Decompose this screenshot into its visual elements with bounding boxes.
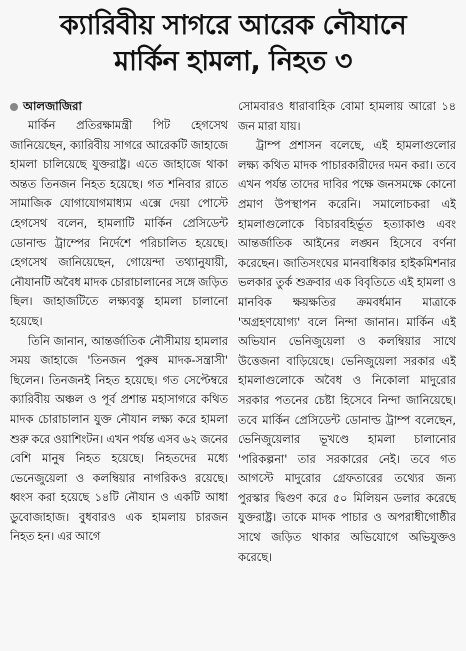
headline: [10, 8, 456, 80]
headline-line-2: মার্কিন হামলা, নিহত ৩: [114, 46, 352, 77]
paragraph: সোমবারও ধারাবাহিক বোমা হামলায় আরো ১৪ জন মারা যায়।: [238, 100, 456, 133]
byline-source: আলজাজিরা: [23, 99, 82, 113]
column-left: [10, 97, 228, 645]
bullet-icon: [10, 103, 18, 111]
paragraph: তিনি জানান, আন্তর্জাতিক নৌসীমায় হামলার সময় জাহাজে 'তিনজন পুরুষ মাদক-সন্ত্রাসী' ছিলেন। তিনজনই নিহত হয়েছে। গত সেপ্টেম্বরে ক্যারিবীয় অঞ্চল ও পূর্ব প্রশান্ত মহাসাগরে কথিত মাদক চোরাচালান যুক্ত নৌযান লক্ষ্য করে হামলা শুরু করে ওয়াশিংটন। এখন পর্যন্ত এসব ৬২ জনের বেশি মানুষ নিহত হয়েছে। নিহতদের মধ্যে ভেনেজুয়েলা ও কলম্বিয়ার নাগরিকও রয়েছে। ধ্বংস করা হয়েছে ১৪টি নৌযান ও একটি আধা ডুবোজাহাজ। বুধবারও এক হামলায় চারজন নিহত হন। এর আগে: [10, 334, 228, 544]
byline: [10, 97, 228, 116]
paragraph: ট্রাম্প প্রশাসন বলেছে, এই হামলাগুলোর লক্ষ্য কথিত মাদক পাচারকারীদের দমন করা। তবে এখন পর্যন্ত তাদের দাবির পক্ষে জনসমক্ষে কোনো প্রমাণ উপস্থাপন করেনি। সমালোচকরা এই হামলাগুলোকে বিচারবহির্ভূত হত্যাকাণ্ড এবং আন্তর্জাতিক আইনের লঙ্ঘন হিসেবে বর্ণনা করেছেন। জাতিসংঘের মানবাধিকার হাইকমিশনার ভলকার তুর্ক শুক্রবার এক বিবৃতিতে এই হামলা ও মানবিক ক্ষয়ক্ষতির ক্রমবর্ধমান মাত্রাকে 'অগ্রহণযোগ্য' বলে নিন্দা জানান। মার্কিন এই অভিযান ভেনিজুয়েলা ও কলম্বিয়ার সাথে উত্তেজনা বাড়িয়েছে। ভেনিজুয়েলা সরকার এই হামলাগুলোকে অবৈধ ও নিকোলা মাদুরোর সরকার পতনের চেষ্টা হিসেবে নিন্দা জানিয়েছে। তবে মার্কিন প্রেসিডেন্ট ডোনাল্ড ট্রাম্প বলেছেন, ভেনিজুয়েলার ভূখণ্ডে হামলা চালানোর 'পরিকল্পনা' তার সরকারের নেই। তবে গত আগস্টে মাদুরোর গ্রেফতারের তথ্যের জন্য পুরস্কার দ্বিগুণ করে ৫০ মিলিয়ন ডলার করেছে যুক্তরাষ্ট্র। তাকে মাদক পাচার ও অপরাধীগোষ্ঠীর সাথে জড়িত থাকার অভিযোগে অভিযুক্তও করেছে।: [238, 139, 456, 564]
paragraph: মার্কিন প্রতিরক্ষামন্ত্রী পিট হেগসেথ জানিয়েছেন, ক্যারিবীয় সাগরে আরেকটি জাহাজে হামলা চালিয়েছে যুক্তরাষ্ট্র। এতে জাহাজে থাকা অন্তত তিনজন নিহত হয়েছে। গত শনিবার রাতে সামাজিক যোগাযোগমাধ্যম এক্সে দেয়া পোস্টে হেগসেথ বলেন, হামলাটি মার্কিন প্রেসিডেন্ট ডোনাল্ড ট্রাম্পের নির্দেশে পরিচালিত হয়েছে। হেগসেথ জানিয়েছেন, গোয়েন্দা তথ্যানুযায়ী, নৌযানটি অবৈধ মাদক চোরাচালানের সঙ্গে জড়িত ছিল। জাহাজটিতে লক্ষ্যবস্তু হামলা চালানো হয়েছে।: [10, 119, 228, 328]
column-right: [238, 97, 456, 645]
headline-line-1: ক্যারিবীয় সাগরে আরেক নৌযানে: [59, 10, 407, 41]
article-body: [10, 97, 456, 645]
